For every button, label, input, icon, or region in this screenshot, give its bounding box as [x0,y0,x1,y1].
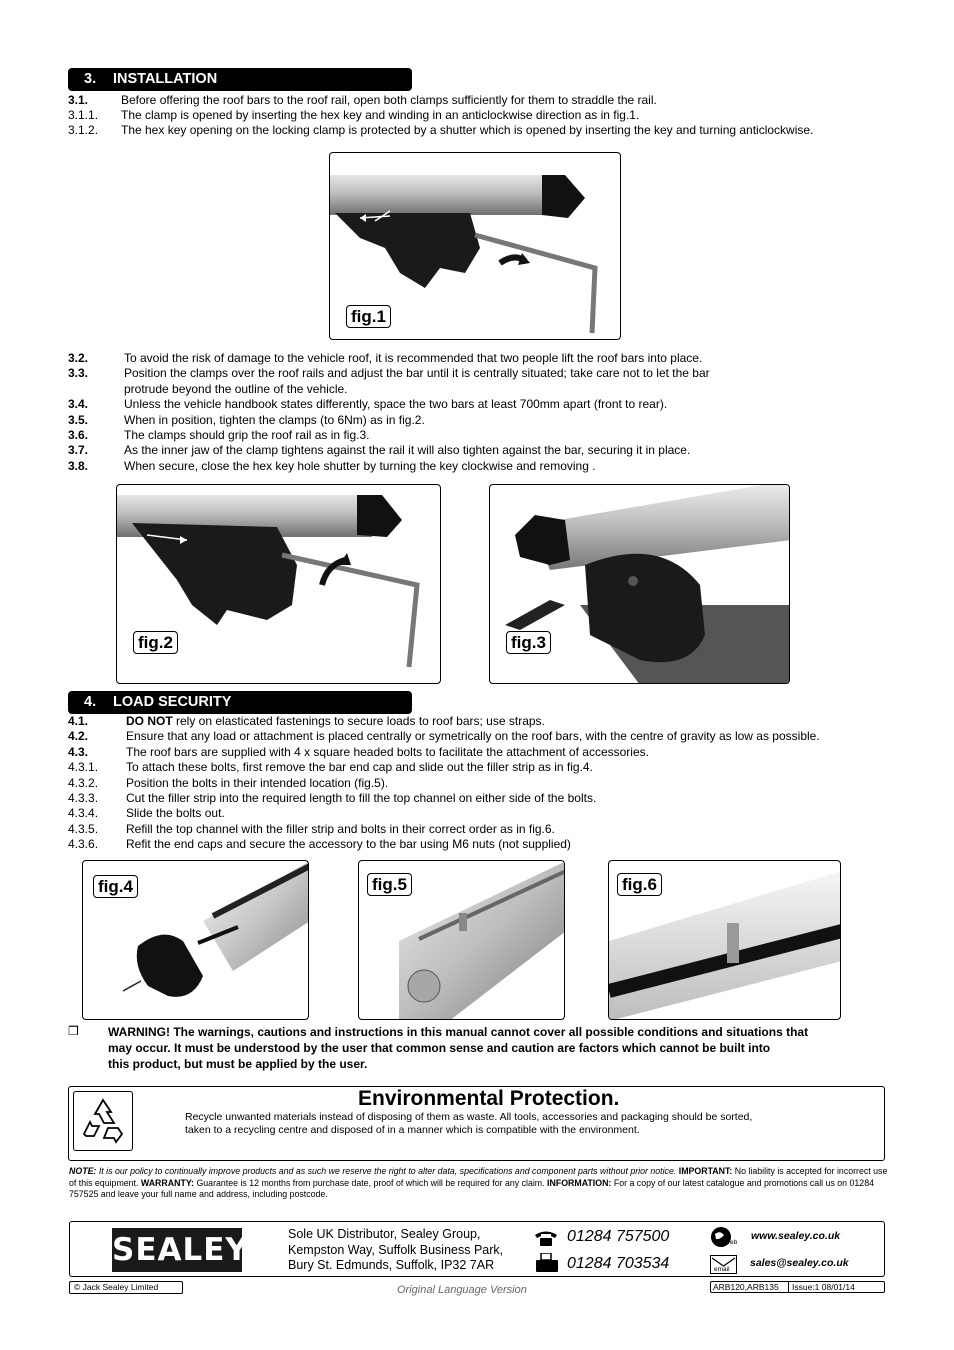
item-body: Refill the top channel with the filler strip and bolts in their correct order as in fig.6. [126,821,555,836]
footer-box [69,1221,885,1277]
note-label: NOTE: [69,1166,97,1176]
warning-line-2: may occur. It must be understood by the user that common sense and caution are factors which cannot be built into [108,1041,771,1055]
model-issue-divider [788,1282,789,1293]
item-body: When secure, close the hex key hole shutter by turning the key clockwise and removing . [124,458,596,473]
item-text [126,714,545,729]
sealey-logo: SEALEY [112,1228,242,1272]
environment-line-1: Recycle unwanted materials instead of disposing of them as waste. All tools, accessories and packaging should be sorted, [185,1111,753,1123]
item-text [126,837,571,852]
item-body: rely on elasticated fastenings to secure loads to roof bars; use straps. [172,714,545,728]
section-title: LOAD SECURITY [113,694,232,710]
item-number: 4.3.6. [68,837,99,852]
item-number: 3.6. [68,428,89,442]
fax-icon [535,1253,559,1273]
figure-4 [82,860,309,1020]
figure-2 [116,484,441,684]
item-number: 3.8. [68,458,89,473]
item-number: 4.2. [68,729,89,744]
item-body: The hex key opening on the locking clamp is protected by a shutter which is opened by inserting the key and turning anticlockwise. [121,123,814,137]
warning-symbol: ❒ [68,1024,79,1038]
item-body: Position the bolts in their intended location (fig.5). [126,775,389,790]
model-issue-box [710,1281,885,1293]
figure-6 [608,860,841,1020]
fig1-label: fig.1 [346,305,391,328]
fig2-illustration [117,485,441,684]
item-body: Refit the end caps and secure the accessory to the bar using M6 nuts (not supplied) [126,837,571,852]
item-body: protrude beyond the outline of the vehicle. [124,381,348,396]
legal-note [69,1166,889,1201]
model-numbers: ARB120,ARB135 [713,1282,779,1292]
fig6-label: fig.6 [617,873,662,896]
item-body: When in position, tighten the clamps (to 6Nm) as in fig.2. [124,412,425,427]
item-text [124,413,425,428]
email-link[interactable]: sales@sealey.co.uk [750,1257,849,1269]
item-text [126,791,596,806]
section-number: 3. [84,71,97,87]
fig2-label: fig.2 [133,631,178,654]
item-text [121,123,813,138]
item-text [124,443,690,458]
warning-line-1: WARNING! The warnings, cautions and instructions in this manual cannot cover all possible conditions and situations that [108,1025,809,1039]
section-3-header [68,68,412,91]
note-text: It is our policy to continually improve products and as such we reserve the right to alter data, specifications and component parts without prior notice. [96,1166,679,1176]
section-number: 4. [84,694,97,710]
address-line-1: Sole UK Distributor, Sealey Group, [288,1227,481,1241]
web-icon-label: Web [724,1239,738,1246]
item-text [124,459,596,474]
item-number: 3.3. [68,366,89,381]
email-icon [710,1255,737,1274]
figure-1 [329,152,621,340]
warranty-text: Guarantee is 12 months from purchase date, proof of which will be required for any claim. [194,1177,548,1188]
item-body: Unless the vehicle handbook states differently, space the two bars at least 700mm apart (front to rear). [124,397,668,412]
item-text [124,366,710,381]
item-number: 4.3. [68,744,89,759]
warranty-label: WARRANTY: [140,1177,194,1188]
fig3-illustration [490,485,790,684]
item-number: 3.1.1. [68,108,99,122]
item-number: 4.3.5. [68,821,99,836]
fig5-label: fig.5 [367,873,412,896]
issue-date: Issue:1 08/01/14 [792,1282,855,1292]
item-body: The clamp is opened by inserting the hex key and winding in an anticlockwise direction as in fig.1. [121,108,640,122]
item-text [124,351,702,366]
item-number: 3.5. [68,412,89,427]
item-body: Slide the bolts out. [126,806,225,821]
item-text [126,822,555,837]
recycle-icon [73,1091,133,1151]
item-lead: DO NOT [126,714,173,728]
item-body: To attach these bolts, first remove the bar end cap and slide out the filler strip as in fig.4. [126,760,593,775]
item-number: 3.1.2. [68,123,99,137]
phone-number: 01284 757500 [567,1228,670,1245]
item-text [124,428,369,443]
copyright: © Jack Sealey Limited [69,1281,183,1294]
item-text [124,397,667,412]
item-number: 3.4. [68,397,89,412]
phone-icon [533,1229,559,1247]
item-body: As the inner jaw of the clamp tightens against the rail it will also tighten against the bar, securing it in place. [124,443,691,458]
information-text: For a copy of our latest catalogue and promotions call us on 01284 757525 and leave your full name and address, including postcode. [69,1177,874,1199]
item-body: Cut the filler strip into the required length to fill the top channel on either side of the bolts. [126,791,597,805]
figure-5 [358,860,565,1020]
item-number: 3.7. [68,443,89,458]
item-number: 4.3.2. [68,775,99,790]
address-line-3: Bury St. Edmunds, Suffolk, IP32 7AR [288,1258,495,1272]
section-title: INSTALLATION [113,71,218,87]
item-body: Before offering the roof bars to the roof rail, open both clamps sufficiently for them to straddle the rail. [121,93,657,107]
item-number: 4.3.1. [68,760,99,775]
fig3-label: fig.3 [506,631,551,654]
item-text [126,760,593,775]
web-globe-icon [710,1226,740,1250]
item-text [121,108,639,123]
email-icon-label: email [714,1266,730,1273]
website-link[interactable]: www.sealey.co.uk [751,1230,841,1242]
item-body: Position the clamps over the roof rails and adjust the bar until it is centrally situated; take care not to let the bar [124,366,710,381]
item-number: 3.1. [68,93,89,107]
warning-line-3: this product, but must be applied by the user. [108,1057,368,1071]
item-body: The clamps should grip the roof rail as in fig.3. [124,428,370,442]
item-number: 4.1. [68,714,89,728]
item-text [124,382,348,397]
information-label: INFORMATION: [547,1177,612,1188]
item-text [121,93,657,108]
environment-text [185,1111,752,1137]
address-line-2: Kempston Way, Suffolk Business Park, [288,1242,504,1257]
item-text [126,745,649,760]
environment-box [68,1086,885,1161]
fig4-label: fig.4 [93,875,138,898]
language-version: Original Language Version [397,1284,527,1296]
environment-title: Environmental Protection. [358,1087,620,1110]
important-text: No liability is accepted for incorrect use of this equipment. [69,1166,888,1188]
section-4-header [68,691,412,714]
item-number: 4.3.3. [68,791,99,805]
item-number: 4.3.4. [68,806,99,821]
item-body: The roof bars are supplied with 4 x square headed bolts to facilitate the attachment of accessories. [126,744,649,759]
item-body: Ensure that any load or attachment is placed centrally or symetrically on the roof bars, with the centre of gravity as low as possible. [126,729,820,744]
item-text [126,776,388,791]
important-label: IMPORTANT: [678,1166,733,1176]
warning-text [108,1024,808,1072]
figure-3 [489,484,790,684]
item-body: To avoid the risk of damage to the vehicle roof, it is recommended that two people lift the roof bars into place. [124,351,703,365]
environment-line-2: taken to a recycling centre and disposed of in a manner which is compatible with the environment. [185,1124,640,1136]
address [288,1227,503,1274]
item-number: 3.2. [68,351,89,365]
item-text [126,806,225,821]
fax-number: 01284 703534 [567,1255,670,1272]
item-text [126,729,820,744]
